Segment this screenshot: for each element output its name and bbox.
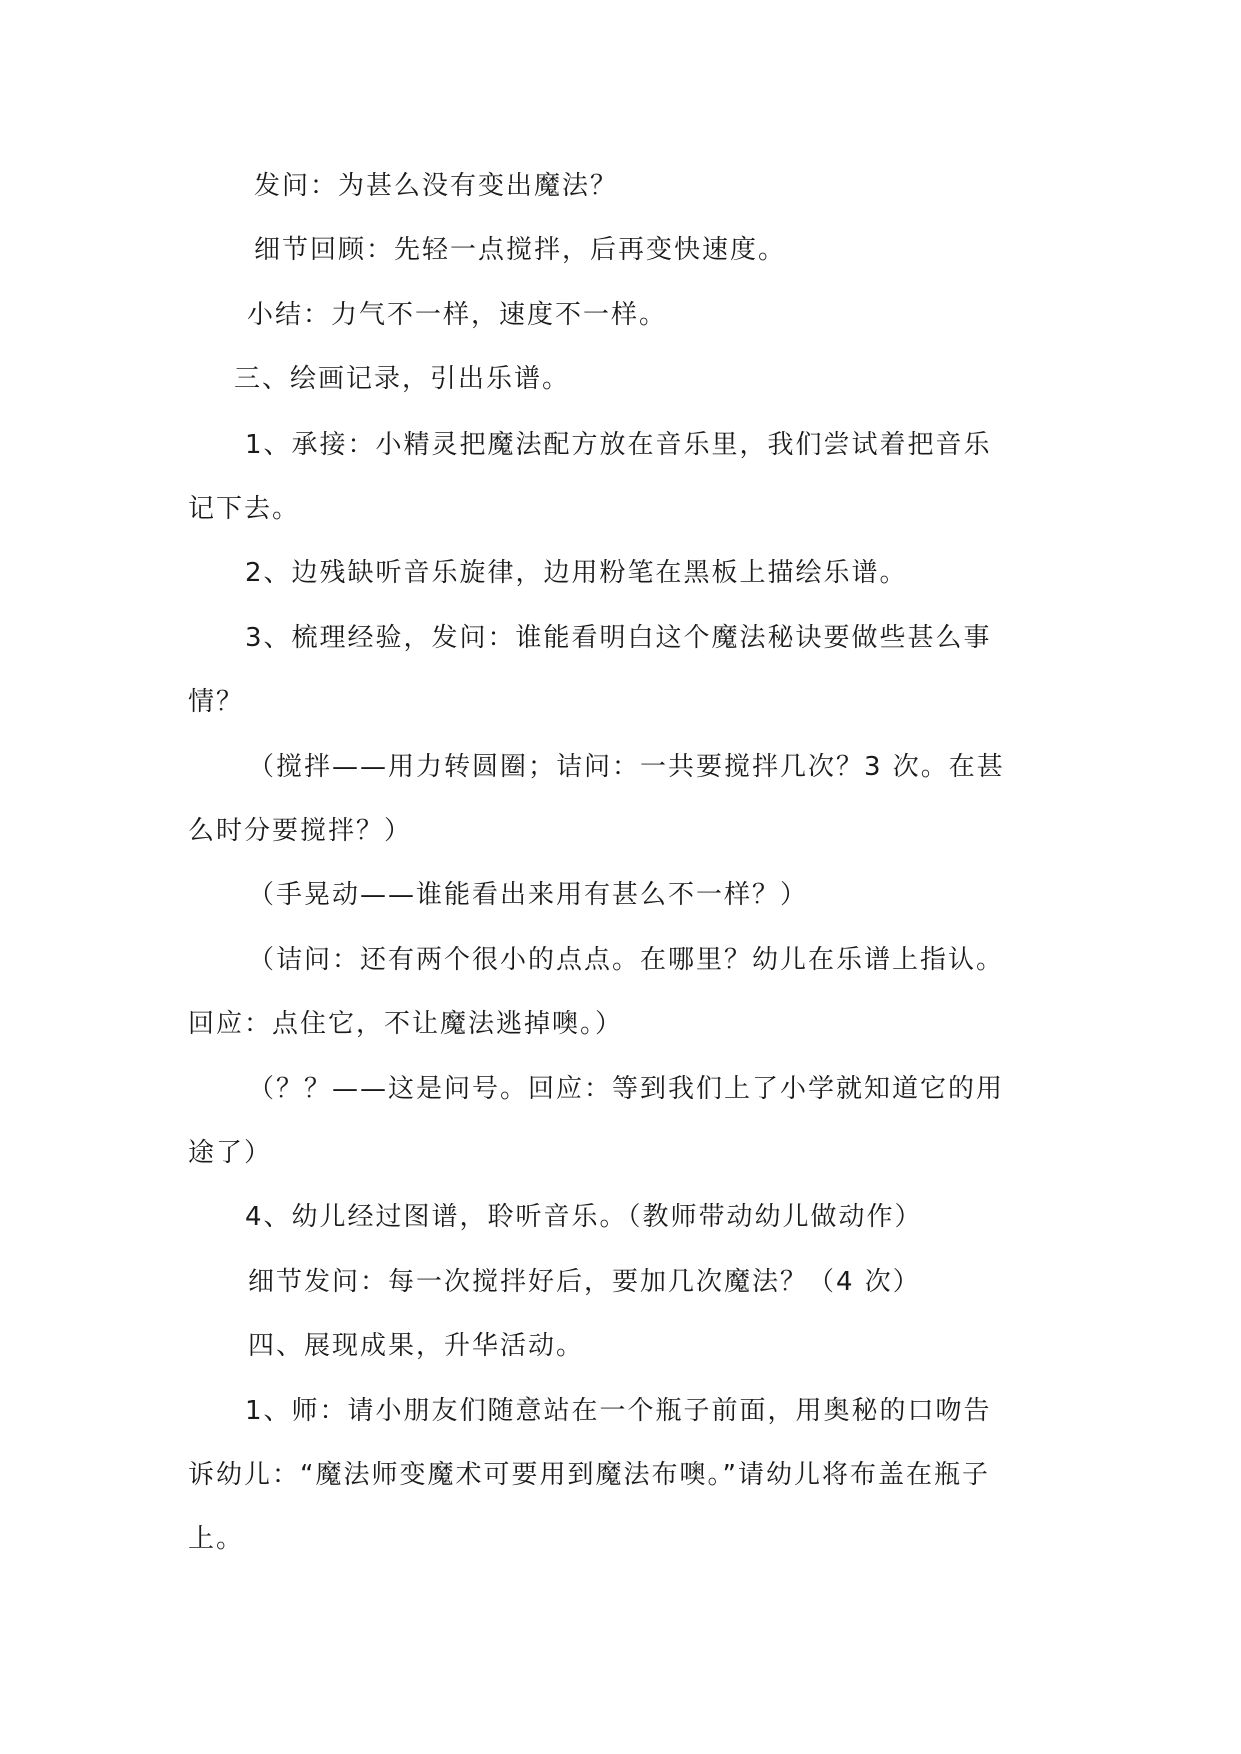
text-line: 1、师：请小朋友们随意站在一个瓶子前面，用奥秘的口吻告 xyxy=(245,1396,992,1426)
text-line: 发问：为甚么没有变出魔法？ xyxy=(254,171,619,201)
text-line: 2、边残缺听音乐旋律，边用粉笔在黑板上描绘乐谱。 xyxy=(245,558,908,588)
text-line: 诉幼儿：“魔法师变魔术可要用到魔法布噢。”请幼儿将布盖在瓶子 xyxy=(188,1460,990,1490)
text-line: 情？ xyxy=(188,687,245,717)
text-line: （搅拌——用力转圆圈；诘问：一共要搅拌几次？3 次。在甚 xyxy=(248,752,1005,782)
text-line: （手晃动——谁能看出来用有甚么不一样？） xyxy=(248,880,809,910)
text-line: 4、幼儿经过图谱，聆听音乐。（教师带动幼儿做动作） xyxy=(245,1202,923,1232)
text-line: 上。 xyxy=(188,1524,245,1554)
text-line: 回应：点住它，不让魔法逃掉噢。） xyxy=(188,1009,624,1039)
section-heading: 四、展现成果，升华活动。 xyxy=(248,1331,585,1361)
text-line: 么时分要搅拌？） xyxy=(188,816,413,846)
text-line: 1、承接：小精灵把魔法配方放在音乐里，我们尝试着把音乐 xyxy=(245,430,992,460)
section-heading: 三、绘画记录，引出乐谱。 xyxy=(234,364,571,394)
text-line: （？？——这是问号。回应：等到我们上了小学就知道它的用 xyxy=(248,1074,1005,1104)
text-line: （诘问：还有两个很小的点点。在哪里？幼儿在乐谱上指认。 xyxy=(248,945,1005,975)
text-line: 细节发问：每一次搅拌好后，要加几次魔法？（4 次） xyxy=(248,1267,921,1297)
text-line: 3、梳理经验，发问：谁能看明白这个魔法秘诀要做些甚么事 xyxy=(245,623,992,653)
text-line: 小结：力气不一样，速度不一样。 xyxy=(247,300,668,330)
text-line: 细节回顾：先轻一点搅拌，后再变快速度。 xyxy=(254,235,787,265)
text-line: 途了） xyxy=(188,1138,273,1168)
text-line: 记下去。 xyxy=(188,494,301,524)
